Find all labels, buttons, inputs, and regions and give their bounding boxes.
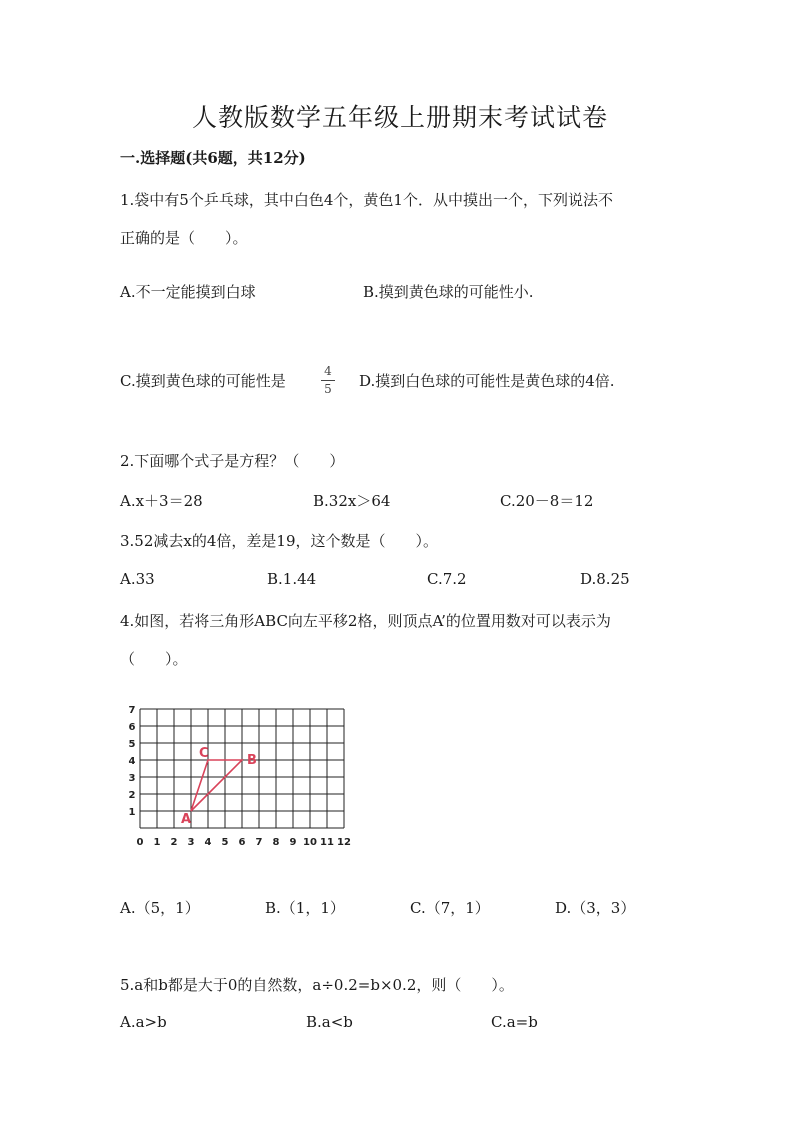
question-2-line-1: 2.下面哪个式子是方程？（ ）: [120, 452, 345, 470]
question-1-option-b: B.摸到黄色球的可能性小.: [363, 283, 534, 301]
question-5-option-a: A.a>b: [120, 1013, 167, 1031]
x-tick-label: 7: [255, 837, 263, 848]
grid-lines: [140, 709, 344, 828]
section-heading: 一.选择题(共6题，共12分): [120, 149, 306, 167]
question-5-line-1: 5.a和b都是大于0的自然数，a÷0.2=b×0.2，则（ ）。: [120, 976, 514, 994]
x-tick-label: 3: [187, 837, 195, 848]
triangle-outline: [191, 760, 242, 811]
question-3-line-1: 3.52减去x的4倍，差是19，这个数是（ ）。: [120, 532, 438, 550]
question-3-option-d: D.8.25: [580, 570, 630, 588]
question-3-option-b: B.1.44: [267, 570, 317, 588]
question-5-option-c: C.a=b: [491, 1013, 538, 1031]
y-tick-label: 6: [128, 722, 136, 733]
question-1-option-a: A.不一定能摸到白球: [120, 283, 256, 301]
x-tick-label: 12: [337, 837, 351, 848]
question-4-option-c: C.（7，1）: [410, 899, 490, 917]
y-tick-label: 4: [128, 756, 136, 767]
y-tick-label: 3: [128, 773, 136, 784]
vertex-label-c: C: [199, 746, 209, 761]
x-tick-label: 6: [238, 837, 246, 848]
y-tick-label: 7: [128, 705, 136, 716]
question-3-option-a: A.33: [120, 570, 155, 588]
question-4-option-d: D.（3，3）: [555, 899, 636, 917]
question-4-line-2: （ ）。: [120, 650, 188, 668]
question-4-line-1: 4.如图，若将三角形ABC向左平移2格，则顶点A’的位置用数对可以表示为: [120, 612, 611, 630]
x-tick-label: 9: [289, 837, 297, 848]
x-tick-label: 8: [272, 837, 280, 848]
question-3-option-c: C.7.2: [427, 570, 467, 588]
question-2-option-b: B.32x＞64: [313, 492, 391, 510]
question-5-option-b: B.a<b: [306, 1013, 353, 1031]
vertex-label-b: B: [247, 753, 257, 768]
vertex-label-a: A: [181, 812, 192, 827]
y-tick-label: 5: [128, 739, 136, 750]
fraction-denominator: 5: [324, 382, 332, 396]
question-1-line-1: 1.袋中有5个乒乓球，其中白色4个，黄色1个．从中摸出一个，下列说法不: [120, 191, 613, 209]
question-4-option-a: A.（5，1）: [120, 899, 200, 917]
x-tick-label: 11: [320, 837, 334, 848]
x-tick-label: 2: [170, 837, 178, 848]
question-4-option-b: B.（1，1）: [265, 899, 345, 917]
page-title: 人教版数学五年级上册期末考试试卷: [191, 103, 608, 132]
x-tick-label: 5: [221, 837, 229, 848]
x-tick-label: 10: [303, 837, 317, 848]
fraction-numerator: 4: [324, 364, 332, 378]
y-tick-label: 2: [128, 790, 136, 801]
x-tick-label: 1: [153, 837, 161, 848]
question-2-option-a: A.x＋3＝28: [120, 492, 203, 510]
coordinate-grid-figure: [115, 700, 365, 855]
question-1-line-2: 正确的是（ ）。: [120, 229, 248, 247]
x-tick-label: 0: [136, 837, 144, 848]
y-tick-label: 1: [128, 807, 136, 818]
question-1-option-c: C.摸到黄色球的可能性是: [120, 372, 286, 390]
question-1-option-d: D.摸到白色球的可能性是黄色球的4倍.: [359, 372, 615, 390]
triangle-abc: [181, 746, 257, 827]
x-tick-label: 4: [204, 837, 212, 848]
fraction-four-fifths: [321, 364, 335, 397]
question-2-option-c: C.20－8＝12: [500, 492, 594, 510]
fraction-bar: [321, 380, 335, 381]
